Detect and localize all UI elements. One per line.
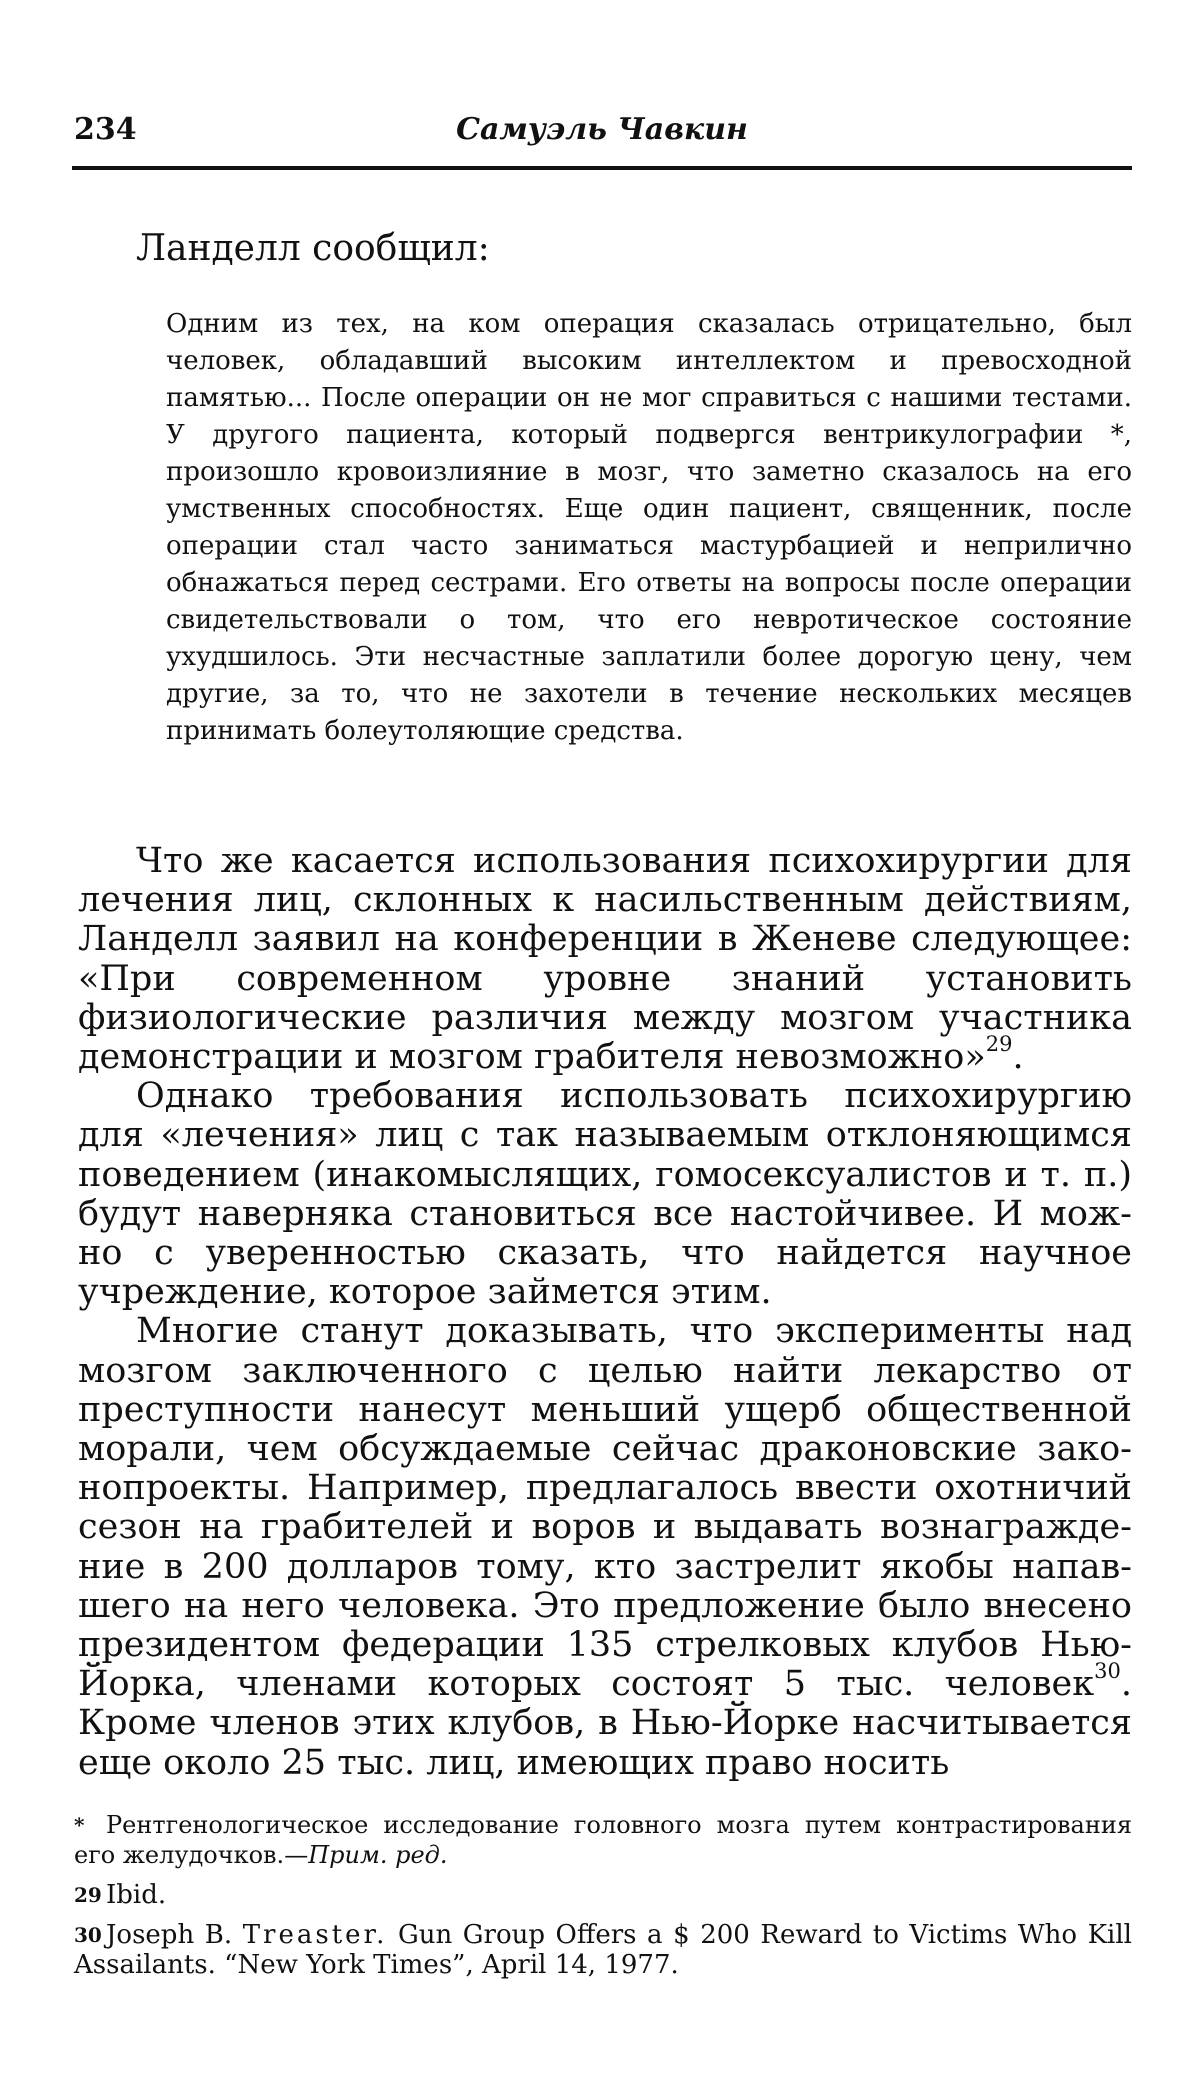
footnote-ref-29[interactable]: 29 (985, 1032, 1013, 1057)
footnote-29-mark: 29 (74, 1883, 102, 1907)
paragraph-1 (78, 842, 1132, 1077)
footnote-star (74, 1810, 1132, 1870)
paragraph-3-text-a: Многие станут доказывать, что эксперименты над мозгом заключенного с целью найти лекарство от преступности нанесут меньший ущерб общественной морали, чем обсуждаемые сейчас драконовские законопроекты. Например, предлагалось ввести охотничий сезон на грабителей и воров и выдавать вознаграждение в 200 долларов тому, кто застрелит якобы напавшего на него человека. Это предложение было внесено президентом федерации 135 стрелковых клубов Нью-Йорка, членами которых состоят 5 тыс. человек (78, 1311, 1132, 1705)
footnote-30-author-last: Treaster. (242, 1920, 388, 1950)
page-header (74, 112, 1130, 162)
footnote-30-author-first: Joseph B. (106, 1920, 233, 1950)
running-title: Самуэль Чавкин (456, 112, 748, 147)
header-divider (72, 166, 1132, 170)
paragraph-1-text: Что же касается использования психохирургии для лечения лиц, склонных к насильственным действиям, Ланделл заявил на конференции в Женеве следующее: «При современном уровне знаний установить физиологические различия между мозгом участника демонстрации и мозгом грабителя невозможно» (78, 841, 1132, 1078)
footnote-30-mark: 30 (74, 1923, 102, 1947)
paragraph-2: Однако требования использовать психохирургию для «лечения» лиц с так называемым отклоняющимся поведением (инакомыслящих, гомосексуалистов и т. п.) будут наверняка становиться все настойчивее. И можно с уверенностью сказать, что найдется научное учреждение, которое займется этим. (78, 1076, 1132, 1313)
intro-line: Ланделл сообщил: (136, 228, 490, 269)
footnotes (74, 1810, 1132, 1990)
paragraph-3 (78, 1312, 1132, 1782)
paragraph-1-end: . (1012, 1037, 1024, 1078)
footnote-star-editor: Прим. ред. (308, 1841, 448, 1869)
footnote-30 (74, 1920, 1132, 1980)
main-text (78, 842, 1132, 1783)
footnote-star-mark: * (74, 1813, 85, 1837)
footnote-ref-30[interactable]: 30 (1094, 1659, 1121, 1684)
footnote-star-text: Рентгенологическое исследование головного мозга путем контрастирования его желудочков.— (74, 1811, 1132, 1869)
page-number: 234 (74, 112, 137, 147)
block-quote: Одним из тех, на ком операция сказалась отрицательно, был человек, обладавший высоким интеллектом и превосходной памятью... После операции он не мог справиться с нашими тестами. У другого пациента, который подвергся вентрикулографии *, произошло кровоизлияние в мозг, что заметно сказалось на его умственных способностях. Еще один пациент, священник, после операции стал часто заниматься мастурбацией и неприлично обнажаться перед сестрами. Его ответы на вопросы после операции свидетельствовали о том, что его невротическое состояние ухудшилось. Эти несчастные заплатили более дорогую цену, чем другие, за то, что не захотели в течение нескольких месяцев принимать болеутоляющие средства. (166, 309, 1132, 746)
footnote-30-text: Gun Group Offers a $ 200 Reward to Victims Who Kill Assailants. “New York Times”, April 14, 1977. (74, 1920, 1132, 1980)
paragraph-3-text-b: . Кроме членов этих клубов, в Нью-Йорке насчитывается еще около 25 тыс. лиц, имеющих право носить (78, 1664, 1132, 1783)
footnote-29 (74, 1880, 1132, 1910)
footnote-29-text: Ibid. (106, 1880, 167, 1910)
